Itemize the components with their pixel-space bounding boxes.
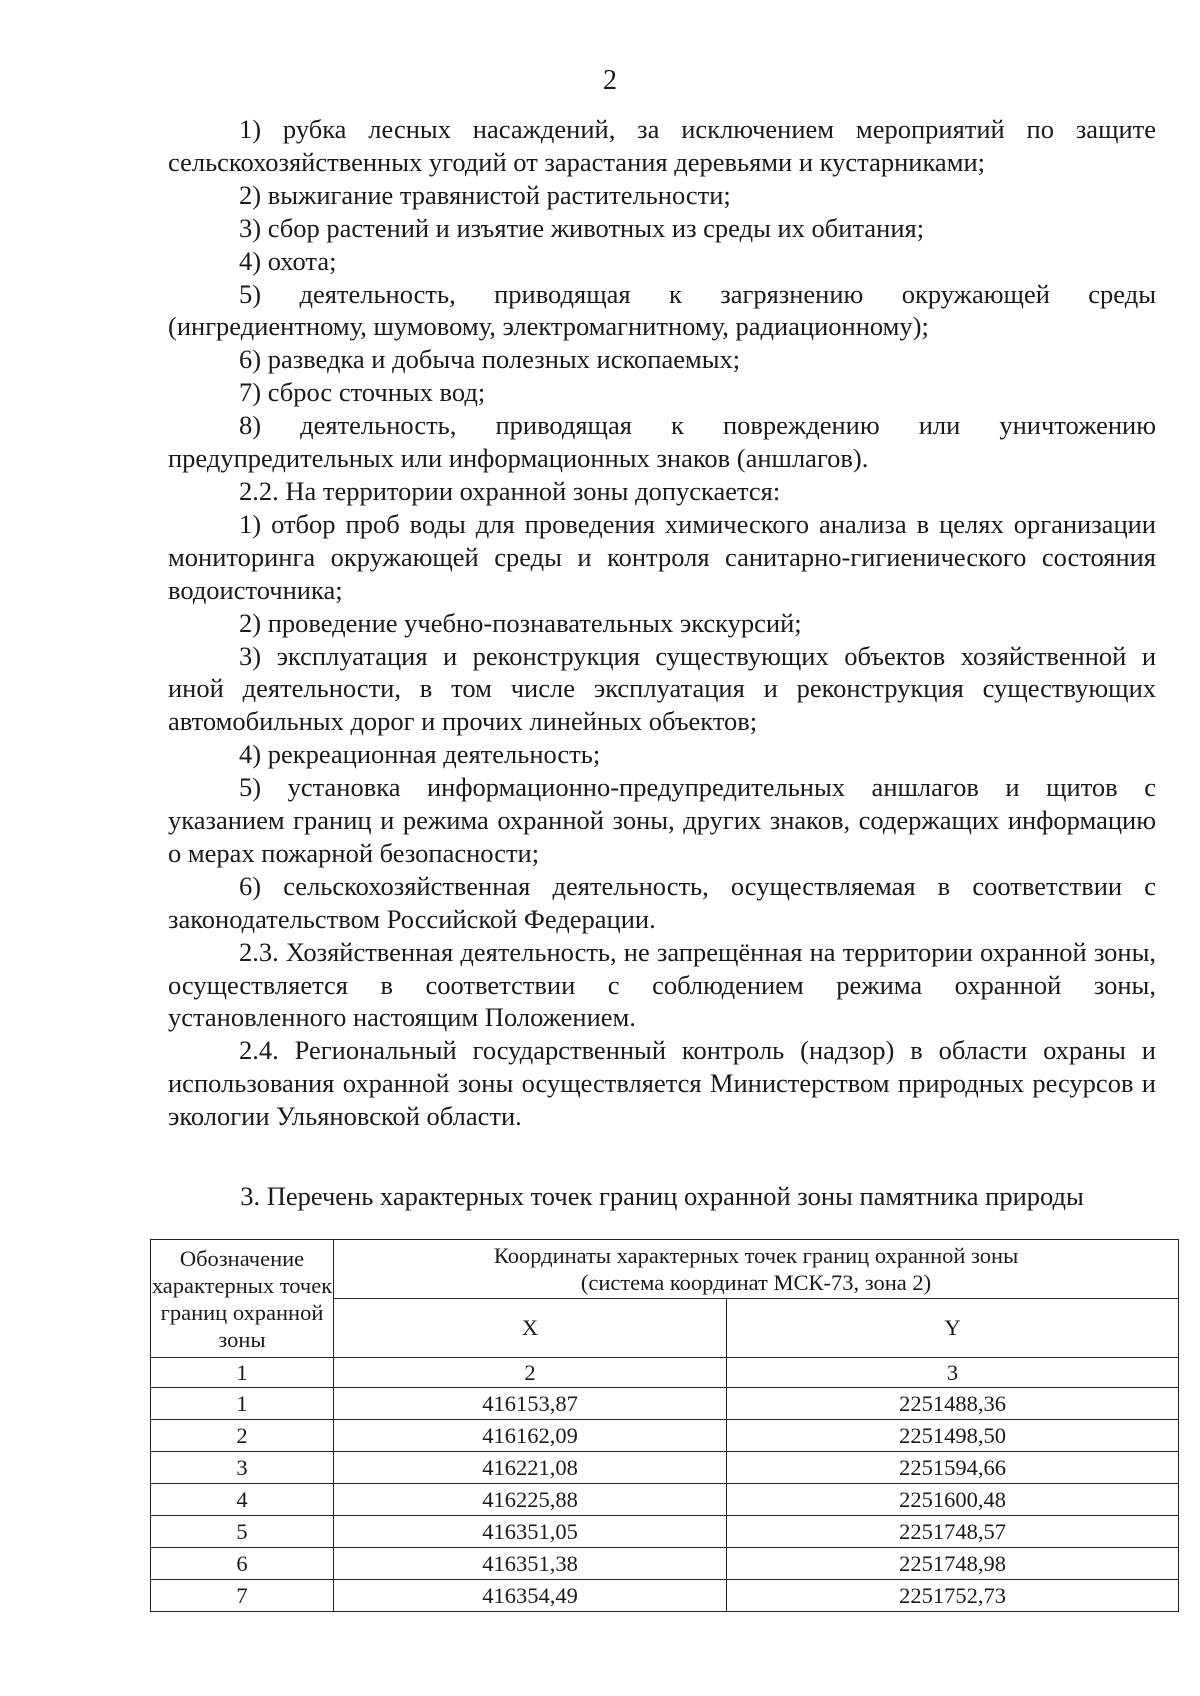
coordinates-table xyxy=(150,1239,1179,1612)
table-row xyxy=(151,1484,1179,1516)
x-coordinate-cell: 416153,87 xyxy=(334,1388,727,1420)
point-number-cell: 3 xyxy=(151,1452,334,1484)
header-coordinate-system: (система координат МСК-73, зона 2) xyxy=(580,1270,932,1295)
x-coordinate-cell: 416351,05 xyxy=(334,1516,727,1548)
point-number-cell: 1 xyxy=(151,1388,334,1420)
point-number-cell: 2 xyxy=(151,1420,334,1452)
x-coordinate-cell: 416225,88 xyxy=(334,1484,727,1516)
paragraph: 2) выжигание травянистой растительности; xyxy=(239,179,731,210)
point-number-cell: 4 xyxy=(151,1484,334,1516)
column-number: 2 xyxy=(334,1358,727,1388)
paragraph: 5) деятельность, приводящая к загрязнению окружающей среды (ингредиентному, шумовому, электромагнитному, радиационному); xyxy=(168,278,1156,342)
y-coordinate-cell: 2251600,48 xyxy=(727,1484,1179,1516)
y-coordinate-cell: 2251498,50 xyxy=(727,1420,1179,1452)
header-y: Y xyxy=(727,1299,1179,1358)
x-coordinate-cell: 416354,49 xyxy=(334,1580,727,1612)
paragraph: 1) рубка лесных насаждений, за исключением мероприятий по защите сельскохозяйственных угодий от зарастания деревьями и кустарниками; xyxy=(168,114,1156,177)
column-number: 1 xyxy=(151,1358,334,1388)
column-number: 3 xyxy=(727,1358,1179,1388)
header-point-designation: Обозначение характерных точек границ охранной зоны xyxy=(151,1240,334,1358)
y-coordinate-cell: 2251752,73 xyxy=(727,1580,1179,1612)
paragraph: 3) сбор растений и изъятие животных из среды их обитания; xyxy=(239,212,925,243)
paragraph: 8) деятельность, приводящая к повреждению или уничтожению предупредительных или информационных знаков (аншлагов). xyxy=(168,410,1156,474)
table-row xyxy=(151,1452,1179,1484)
paragraph: 2.4. Региональный государственный контроль (надзор) в области охраны и использования охранной зоны осуществляется Министерством природных ресурсов и экологии Ульяновской области. xyxy=(168,1035,1156,1132)
paragraph: 3) эксплуатация и реконструкция существующих объектов хозяйственной и иной деятельности, в том числе эксплуатация и реконструкция существующих автомобильных дорог и прочих линейных объектов; xyxy=(168,640,1156,737)
table-row xyxy=(151,1548,1179,1580)
page-number: 2 xyxy=(603,65,617,96)
paragraph: 2) проведение учебно-познавательных экскурсий; xyxy=(239,607,802,638)
y-coordinate-cell: 2251748,57 xyxy=(727,1516,1179,1548)
table-row xyxy=(151,1388,1179,1420)
y-coordinate-cell: 2251748,98 xyxy=(727,1548,1179,1580)
paragraph: 7) сброс сточных вод; xyxy=(239,377,486,408)
paragraph: 6) разведка и добыча полезных ископаемых; xyxy=(239,344,741,375)
y-coordinate-cell: 2251488,36 xyxy=(727,1388,1179,1420)
paragraph: 2.2. На территории охранной зоны допускается: xyxy=(239,475,781,506)
y-coordinate-cell: 2251594,66 xyxy=(727,1452,1179,1484)
document-body xyxy=(168,113,1156,1133)
header-x: X xyxy=(334,1299,727,1358)
table-row xyxy=(151,1580,1179,1612)
point-number-cell: 6 xyxy=(151,1548,334,1580)
table-row xyxy=(151,1420,1179,1452)
point-number-cell: 7 xyxy=(151,1580,334,1612)
paragraph: 4) рекреационная деятельность; xyxy=(239,739,601,770)
table-row xyxy=(151,1516,1179,1548)
x-coordinate-cell: 416162,09 xyxy=(334,1420,727,1452)
point-number-cell: 5 xyxy=(151,1516,334,1548)
x-coordinate-cell: 416221,08 xyxy=(334,1452,727,1484)
header-coordinates-title: Координаты характерных точек границ охранной зоны xyxy=(493,1243,1019,1268)
x-coordinate-cell: 416351,38 xyxy=(334,1548,727,1580)
column-numbering-row xyxy=(151,1358,1179,1388)
section-heading: 3. Перечень характерных точек границ охранной зоны памятника природы xyxy=(240,1181,1084,1211)
header-coordinates xyxy=(334,1240,1179,1299)
paragraph: 6) сельскохозяйственная деятельность, осуществляемая в соответствии с законодательством Российской Федерации. xyxy=(168,870,1156,934)
paragraph: 5) установка информационно-предупредительных аншлагов и щитов с указанием границ и режима охранной зоны, других знаков, содержащих информацию о мерах пожарной безопасности; xyxy=(168,772,1156,868)
paragraph: 1) отбор проб воды для проведения химического анализа в целях организации мониторинга окружающей среды и контроля санитарно-гигиенического состояния водоисточника; xyxy=(168,508,1156,605)
paragraph: 4) охота; xyxy=(239,245,337,276)
paragraph: 2.3. Хозяйственная деятельность, не запрещённая на территории охранной зоны, осуществляется в соответствии с соблюдением режима охранной зоны, установленного настоящим Положением. xyxy=(168,936,1156,1033)
